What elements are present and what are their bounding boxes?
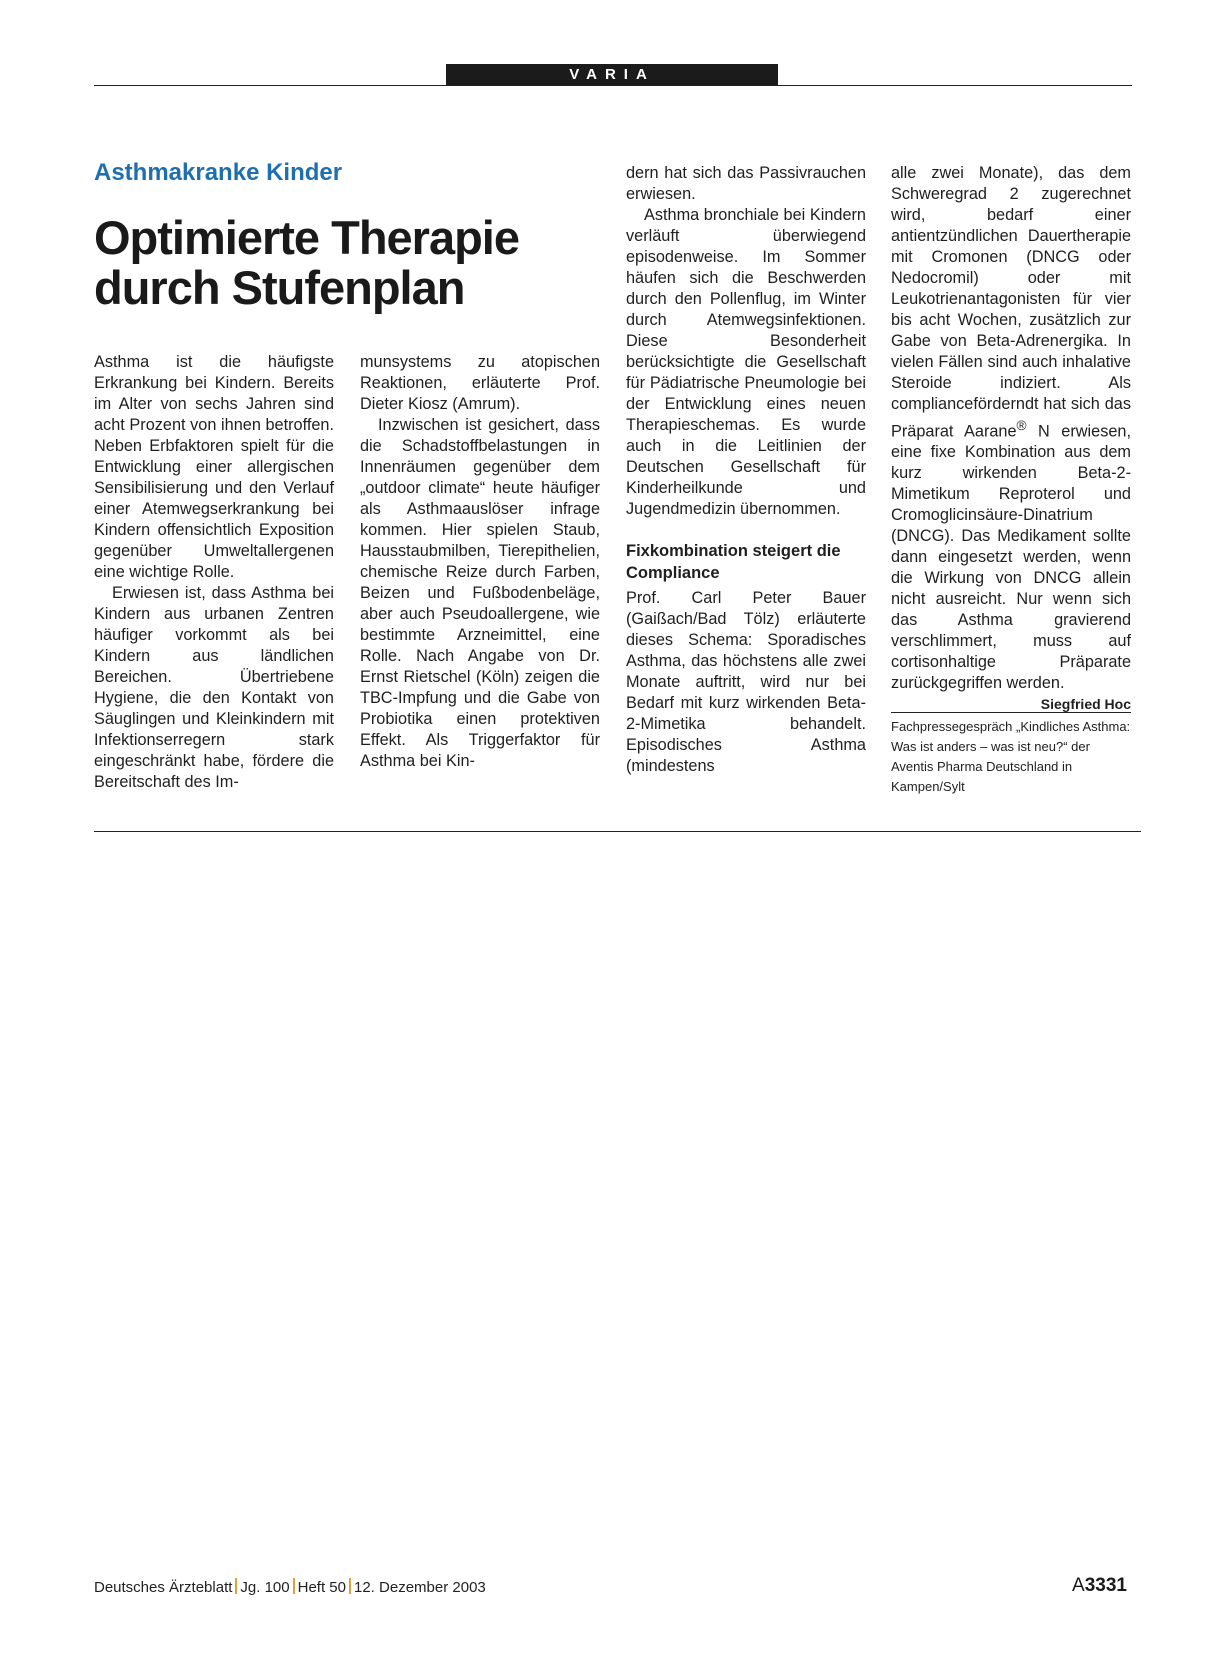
bottom-rule — [94, 831, 1141, 832]
journal-name: Deutsches Ärzteblatt — [94, 1579, 233, 1596]
separator — [293, 1578, 295, 1594]
top-rule — [94, 85, 1132, 86]
column-1 — [94, 352, 334, 793]
headline — [94, 213, 594, 313]
paragraph: dern hat sich das Passivrauchen erwiesen. — [626, 164, 866, 203]
paragraph: Asthma bronchiale bei Kindern verläuft überwiegend episodenweise. Im Sommer häufen sich die Beschwerden durch den Pollenflug, im Winter durch Atemwegsinfektionen. Diese Besonderheit berücksichtigte die Gesellschaft für Pädiatrische Pneumologie bei der Entwicklung eines neuen Therapieschemas. Es wurde auch in die Leitlinien der Deutschen Gesellschaft für Kinderheilkunde und Jugendmedizin übernommen. — [626, 206, 866, 518]
footer — [94, 1578, 486, 1598]
page-number — [1072, 1575, 1127, 1597]
headline-line-1: Optimierte Therapie — [94, 211, 519, 264]
registered-mark: ® — [1016, 418, 1027, 433]
subheading: Fixkombination steigert die Compliance — [626, 542, 841, 582]
column-4 — [891, 163, 1131, 797]
paragraph: Inzwischen ist gesichert, dass die Schadstoffbelastungen in Innenräumen gegenüber dem „outdoor climate“ heute häufiger als Asthmaauslöser infrage kommen. Hier spielen Staub, Hausstaubmilben, Tierepithelien, chemische Reize durch Farben, Beizen und Fußbodenbeläge, aber auch Pseudoallergene, wie bestimmte Arzneimittel, eine Rolle. Nach Angabe von Dr. Ernst Rietschel (Köln) zeigen die TBC-Impfung und die Gabe von Probiotika einen protektiven Effekt. Als Triggerfaktor für Asthma bei Kin- — [360, 416, 600, 770]
column-2 — [360, 352, 600, 772]
paragraph — [891, 163, 1131, 713]
issue: Heft 50 — [297, 1579, 346, 1596]
paragraph: Asthma ist die häufigste Erkrankung bei Kindern. Bereits im Alter von sechs Jahren sind acht Prozent von ihnen betroffen. Neben Erbfaktoren spielt für die Entwicklung einer allergischen Sensibilisierung und den Verlauf einer Atemwegserkrankung bei Kindern offensichtlich Exposition gegenüber Umweltallergenen eine wichtige Rolle. — [94, 353, 334, 581]
source-note: Fachpressegespräch „Kindliches Asthma: Was ist anders – was ist neu?“ der Aventis Pharma Deutschland in Kampen/Sylt — [891, 712, 1131, 797]
separator — [349, 1578, 351, 1594]
paragraph-text: N erwiesen, eine fixe Kombination aus dem kurz wirkenden Beta-2-Mimetikum Reproterol und Cromoglicinsäure-Dinatrium (DNCG). Das Medikament sollte dann eingesetzt werden, wenn die Wirkung von DNCG allein nicht ausreicht. Nur wenn sich das Asthma gravierend verschlimmert, muss auf cortisonhaltige Präparate zurückgegriffen werden. — [891, 422, 1131, 693]
section-label: VARIA — [446, 64, 778, 86]
paragraph: Erwiesen ist, dass Asthma bei Kindern aus urbanen Zentren häufiger vorkommt als bei Kindern aus ländlichen Bereichen. Übertriebene Hygiene, die den Kontakt von Säuglingen und Kleinkindern mit Infektionserregern stark eingeschränkt habe, fördere die Bereitschaft des Im- — [94, 584, 334, 791]
column-3 — [626, 163, 866, 777]
author-byline: Siegfried Hoc — [1040, 696, 1131, 713]
paragraph: munsystems zu atopischen Reaktionen, erläuterte Prof. Dieter Kiosz (Amrum). — [360, 353, 600, 413]
page-number-value: 3331 — [1084, 1575, 1127, 1596]
page-prefix: A — [1072, 1575, 1085, 1596]
volume: Jg. 100 — [240, 1579, 290, 1596]
issue-date: 12. Dezember 2003 — [354, 1579, 486, 1596]
kicker: Asthmakranke Kinder — [94, 159, 343, 186]
separator — [235, 1578, 237, 1594]
paragraph-text: alle zwei Monate), das dem Schweregrad 2 zugerechnet wird, bedarf einer antientzündlichen Dauertherapie mit Cromonen (DNCG oder Nedocromil) oder mit Leukotrienantagonisten für vier bis acht Wochen, zusätzlich zur Gabe von Beta-Adrenergika. In vielen Fällen sind auch inhalative Steroide indiziert. Als complianceförderndt hat sich das Präparat Aarane — [891, 164, 1131, 441]
headline-line-2: durch Stufenplan — [94, 261, 465, 314]
paragraph: Prof. Carl Peter Bauer (Gaißach/Bad Tölz) erläuterte dieses Schema: Sporadisches Asthma, das höchstens alle zwei Monate auftritt, wird nur bei Bedarf mit kurz wirkenden Beta-2-Mimetika behandelt. Episodisches Asthma (mindestens — [626, 589, 866, 775]
